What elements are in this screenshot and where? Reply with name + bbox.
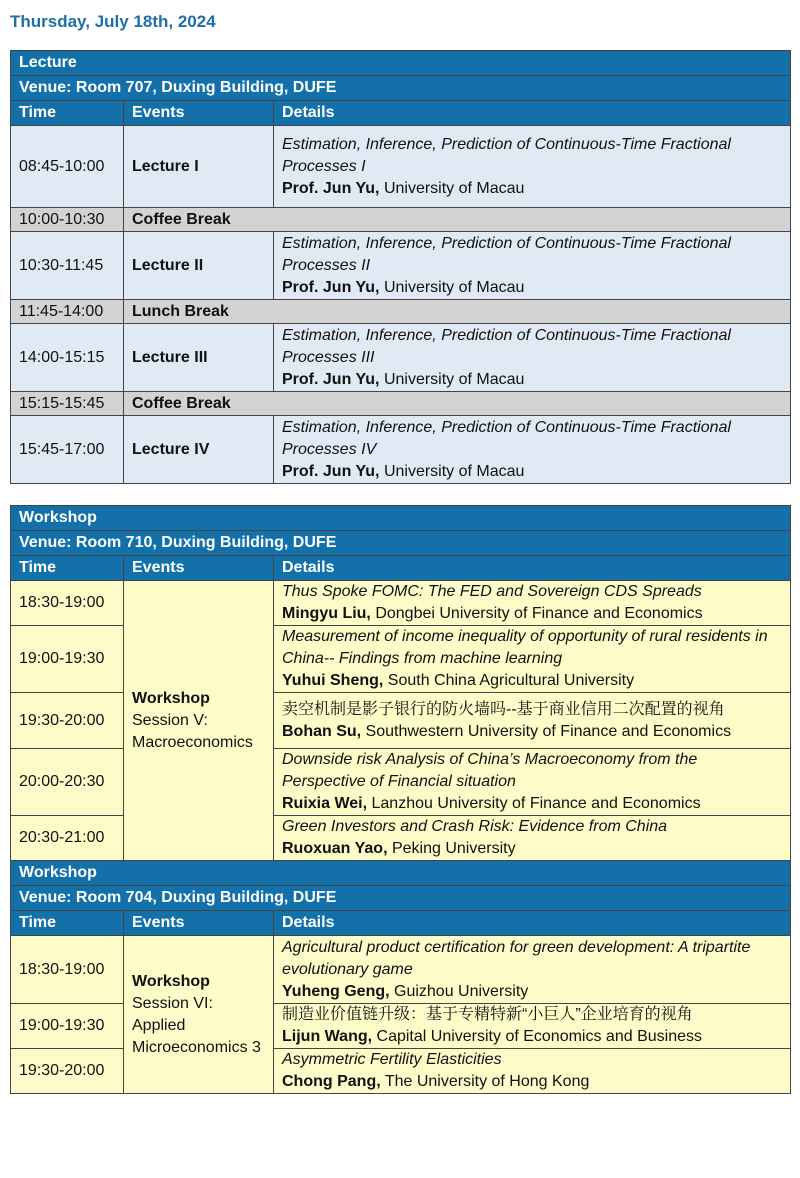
presenter (282, 178, 782, 200)
session-label: Workshop (132, 689, 210, 707)
time-cell: 19:30-20:00 (11, 693, 124, 749)
workshop-schedule-table (10, 505, 791, 1094)
table-row (11, 416, 791, 484)
details-cell (274, 324, 791, 392)
session-name: Session V: Macroeconomics (132, 711, 253, 751)
session-cell (124, 581, 274, 861)
table-row (11, 392, 791, 416)
presenter (282, 603, 782, 625)
column-header-time: Time (11, 556, 124, 581)
talk-title: Thus Spoke FOMC: The FED and Sovereign CDS Spreads (282, 583, 702, 600)
time-cell: 18:30-19:00 (11, 936, 124, 1004)
session-cell (124, 936, 274, 1094)
section-title: Workshop (11, 506, 791, 531)
speaker-name: Prof. Jun Yu, (282, 370, 380, 388)
time-cell: 11:45-14:00 (11, 300, 124, 324)
break-cell: Coffee Break (124, 392, 791, 416)
section-title: Workshop (11, 861, 791, 886)
venue-label: Venue: Room 710, Duxing Building, DUFE (11, 531, 791, 556)
speaker-affiliation: South China Agricultural University (383, 672, 635, 689)
column-header-time: Time (11, 911, 124, 936)
break-cell: Coffee Break (124, 208, 791, 232)
speaker-name: Yuheng Geng, (282, 982, 390, 1000)
table-row (11, 208, 791, 232)
details-cell (274, 1049, 791, 1094)
speaker-name: Chong Pang, (282, 1073, 381, 1090)
speaker-affiliation: University of Macau (379, 370, 525, 388)
venue-label: Venue: Room 704, Duxing Building, DUFE (11, 886, 791, 911)
details-cell (274, 936, 791, 1004)
event-cell: Lecture IV (124, 416, 274, 484)
speaker-name: Prof. Jun Yu, (282, 462, 380, 480)
presenter (282, 277, 782, 299)
table-row (11, 936, 791, 1004)
table-row (11, 300, 791, 324)
speaker-affiliation: Capital University of Economics and Business (372, 1028, 702, 1045)
details-cell (274, 693, 791, 749)
presenter (282, 981, 782, 1003)
talk-title: Asymmetric Fertility Elasticities (282, 1051, 502, 1068)
section-title: Lecture (11, 51, 791, 76)
presenter (282, 721, 782, 743)
presenter (282, 1071, 782, 1093)
time-cell: 10:00-10:30 (11, 208, 124, 232)
speaker-name: Prof. Jun Yu, (282, 179, 380, 197)
lecture-schedule-table (10, 50, 791, 484)
session-label: Workshop (132, 972, 210, 990)
table-row (11, 324, 791, 392)
details-cell (274, 416, 791, 484)
table-row (11, 232, 791, 300)
talk-title: Green Investors and Crash Risk: Evidence from China (282, 818, 668, 835)
time-cell: 20:30-21:00 (11, 816, 124, 861)
details-cell (274, 126, 791, 208)
talk-title: Downside risk Analysis of China’s Macroeconomy from the Perspective of Financial situation (282, 751, 698, 790)
page-date: Thursday, July 18th, 2024 (10, 12, 216, 31)
time-cell: 15:15-15:45 (11, 392, 124, 416)
speaker-affiliation: Lanzhou University of Finance and Economics (367, 795, 701, 812)
speaker-affiliation: The University of Hong Kong (380, 1073, 590, 1090)
speaker-name: Ruixia Wei, (282, 795, 368, 812)
column-header-details: Details (274, 911, 791, 936)
time-cell: 19:00-19:30 (11, 1004, 124, 1049)
session-name: Session VI: Applied Microeconomics 3 (132, 994, 261, 1056)
talk-title: Estimation, Inference, Prediction of Continuous-Time Fractional Processes I (282, 135, 731, 175)
time-cell: 08:45-10:00 (11, 126, 124, 208)
presenter (282, 670, 782, 692)
event-cell: Lecture III (124, 324, 274, 392)
event-cell: Lecture II (124, 232, 274, 300)
talk-title: 卖空机制是影子银行的防火墙吗--基于商业信用二次配置的视角 (282, 700, 725, 718)
speaker-name: Ruoxuan Yao, (282, 840, 388, 857)
talk-title: Agricultural product certification for green development: A tripartite evolutionary game (282, 938, 751, 978)
speaker-name: Bohan Su, (282, 722, 362, 740)
speaker-name: Prof. Jun Yu, (282, 278, 380, 296)
details-cell (274, 749, 791, 816)
time-cell: 19:00-19:30 (11, 626, 124, 693)
presenter (282, 461, 782, 483)
speaker-affiliation: Guizhou University (389, 982, 529, 1000)
table-row (11, 126, 791, 208)
talk-title: 制造业价值链升级：基于专精特新“小巨人”企业培育的视角 (282, 1006, 693, 1023)
talk-title: Measurement of income inequality of opportunity of rural residents in China-- Findings from machine learning (282, 628, 768, 667)
column-header-events: Events (124, 911, 274, 936)
event-cell: Lecture I (124, 126, 274, 208)
presenter (282, 838, 782, 860)
speaker-affiliation: Dongbei University of Finance and Economics (370, 605, 703, 622)
time-cell: 18:30-19:00 (11, 581, 124, 626)
speaker-affiliation: University of Macau (379, 179, 525, 197)
speaker-affiliation: University of Macau (379, 278, 525, 296)
column-header-time: Time (11, 101, 124, 126)
details-cell (274, 626, 791, 693)
time-cell: 10:30-11:45 (11, 232, 124, 300)
time-cell: 15:45-17:00 (11, 416, 124, 484)
column-header-events: Events (124, 556, 274, 581)
table-row (11, 581, 791, 626)
talk-title: Estimation, Inference, Prediction of Continuous-Time Fractional Processes II (282, 234, 731, 274)
column-header-details: Details (274, 556, 791, 581)
venue-label: Venue: Room 707, Duxing Building, DUFE (11, 76, 791, 101)
break-cell: Lunch Break (124, 300, 791, 324)
column-header-events: Events (124, 101, 274, 126)
presenter (282, 793, 782, 815)
speaker-name: Yuhui Sheng, (282, 672, 384, 689)
speaker-affiliation: Southwestern University of Finance and Economics (361, 722, 732, 740)
details-cell (274, 232, 791, 300)
time-cell: 14:00-15:15 (11, 324, 124, 392)
talk-title: Estimation, Inference, Prediction of Continuous-Time Fractional Processes IV (282, 418, 731, 458)
presenter (282, 369, 782, 391)
details-cell (274, 816, 791, 861)
time-cell: 19:30-20:00 (11, 1049, 124, 1094)
speaker-affiliation: University of Macau (379, 462, 525, 480)
talk-title: Estimation, Inference, Prediction of Continuous-Time Fractional Processes III (282, 326, 731, 366)
speaker-name: Mingyu Liu, (282, 605, 371, 622)
column-header-details: Details (274, 101, 791, 126)
time-cell: 20:00-20:30 (11, 749, 124, 816)
details-cell (274, 1004, 791, 1049)
details-cell (274, 581, 791, 626)
presenter (282, 1026, 782, 1048)
speaker-affiliation: Peking University (387, 840, 516, 857)
speaker-name: Lijun Wang, (282, 1028, 373, 1045)
